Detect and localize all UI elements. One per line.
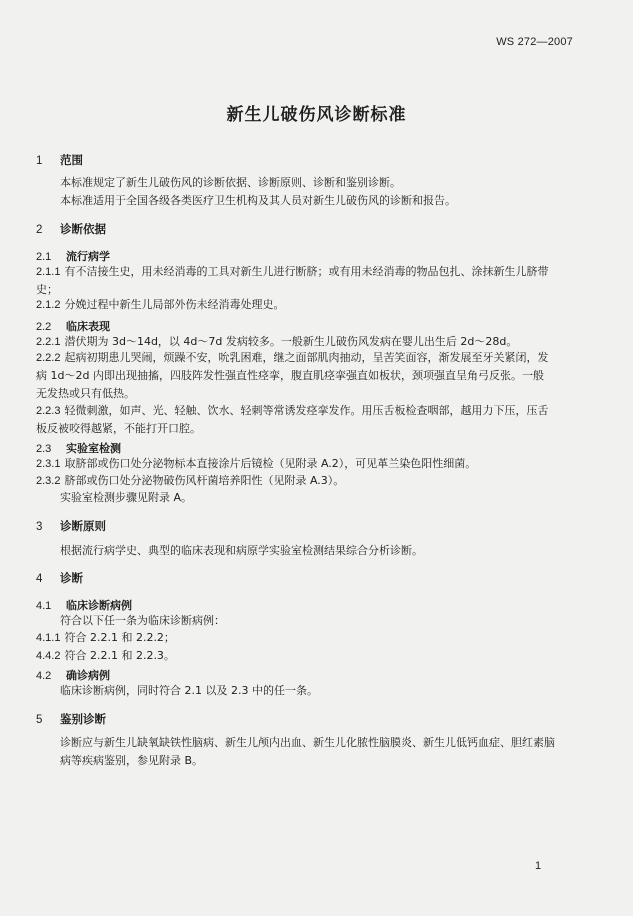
clause-number: 2.2.2 xyxy=(36,352,61,364)
section-1-paragraph-1: 本标准规定了新生儿破伤风的诊断依据、诊断原则、诊断和鉴别诊断。 xyxy=(60,176,401,189)
clause-number: 2.2.1 xyxy=(36,336,61,348)
section-number: 1 xyxy=(36,155,43,167)
clause-number: 2.2.3 xyxy=(36,405,61,417)
subsection-number: 4.1 xyxy=(36,600,52,612)
section-3-heading xyxy=(36,518,106,534)
subsection-number: 2.2 xyxy=(36,321,52,333)
clause-number: 2.1.2 xyxy=(36,299,61,311)
section-4-2-paragraph: 临床诊断病例，同时符合 2.1 以及 2.3 中的任一条。 xyxy=(60,684,318,697)
clause-2-2-2 xyxy=(36,349,551,403)
subsection-title: 确诊病例 xyxy=(66,669,110,682)
clause-text: 轻微刺激，如声、光、轻触、饮水、轻刺等常诱发痉挛发作。用压舌板检查咽部，越用力下压，压舌板反被咬得越紧，不能打开口腔。 xyxy=(36,404,549,435)
page-title: 新生儿破伤风诊断标准 xyxy=(226,105,407,125)
clause-text: 取脐部或伤口处分泌物标本直接涂片后镜检（见附录 A.2），可见革兰染色阳性细菌。 xyxy=(64,457,477,470)
subsection-title: 流行病学 xyxy=(66,250,110,263)
section-4-heading xyxy=(36,570,83,586)
subsection-4-1-heading xyxy=(36,597,132,613)
section-number: 3 xyxy=(36,521,43,533)
clause-2-2-3 xyxy=(36,402,551,438)
clause-2-1-1 xyxy=(36,263,551,299)
clause-4-1-1 xyxy=(36,629,551,647)
section-5-heading xyxy=(36,711,106,727)
clause-text: 符合 2.2.1 和 2.2.2； xyxy=(64,631,175,644)
section-1-heading xyxy=(36,152,83,168)
subsection-2-3-heading xyxy=(36,440,121,456)
section-title: 诊断 xyxy=(60,571,83,585)
page-number: 1 xyxy=(535,860,542,872)
section-title: 范围 xyxy=(60,153,83,167)
clause-number: 2.1.1 xyxy=(36,266,61,278)
subsection-4-2-heading xyxy=(36,667,110,683)
clause-text: 分娩过程中新生儿局部外伤未经消毒处理史。 xyxy=(64,298,285,311)
section-title: 鉴别诊断 xyxy=(60,712,106,726)
section-title: 诊断原则 xyxy=(60,519,106,533)
subsection-2-1-heading xyxy=(36,248,110,264)
clause-2-1-2 xyxy=(36,296,551,314)
clause-text: 潜伏期为 3d～14d，以 4d～7d 发病较多。一般新生儿破伤风发病在婴儿出生后 2d～28d。 xyxy=(64,335,518,348)
subsection-title: 临床诊断病例 xyxy=(66,599,132,612)
subsection-number: 4.2 xyxy=(36,670,52,682)
clause-4-4-2 xyxy=(36,647,551,665)
section-number: 2 xyxy=(36,224,43,236)
clause-number: 2.3.1 xyxy=(36,458,61,470)
section-2-heading xyxy=(36,221,106,237)
clause-number: 4.1.1 xyxy=(36,632,61,644)
subsection-number: 2.1 xyxy=(36,251,52,263)
clause-number: 2.3.2 xyxy=(36,475,61,487)
section-title: 诊断依据 xyxy=(60,222,106,236)
section-5-paragraph: 诊断应与新生儿缺氧缺铁性脑病、新生儿颅内出血、新生儿化脓性脑膜炎、新生儿低钙血症、胆红素脑病等疾病鉴别，参见附录 B。 xyxy=(60,736,555,767)
clause-text: 符合 2.2.1 和 2.2.3。 xyxy=(64,649,175,662)
subsection-2-2-heading xyxy=(36,318,110,334)
section-number: 5 xyxy=(36,714,43,726)
section-1-paragraph-2: 本标准适用于全国各级各类医疗卫生机构及其人员对新生儿破伤风的诊断和报告。 xyxy=(60,194,456,207)
subsection-title: 实验室检测 xyxy=(66,442,121,455)
clause-text: 有不洁接生史，用未经消毒的工具对新生儿进行断脐；或有用未经消毒的物品包扎、涂抹新生儿脐带史； xyxy=(36,265,549,296)
subsection-number: 2.3 xyxy=(36,443,52,455)
clause-text: 起病初期患儿哭闹，烦躁不安，吮乳困难，继之面部肌肉抽动，呈苦笑面容，渐发展至牙关紧闭，发病 1d～2d 内即出现抽搐，四肢阵发性强直性痉挛，腹直肌痉挛强直如板状，颈项强直呈角弓反张。一般无发热或只有低热。 xyxy=(36,351,549,400)
standard-code: WS 272—2007 xyxy=(496,36,573,48)
section-number: 4 xyxy=(36,573,43,585)
section-3-paragraph: 根据流行病学史、典型的临床表现和病原学实验室检测结果综合分析诊断。 xyxy=(60,544,423,557)
clause-2-3-1 xyxy=(36,455,551,473)
section-4-1-paragraph: 符合以下任一条为临床诊断病例： xyxy=(60,614,225,627)
lab-note-paragraph: 实验室检测步骤见附录 A。 xyxy=(60,491,193,504)
clause-2-3-2 xyxy=(36,472,551,490)
clause-text: 脐部或伤口处分泌物破伤风杆菌培养阳性（见附录 A.3）。 xyxy=(64,474,345,487)
clause-number: 4.4.2 xyxy=(36,650,61,662)
subsection-title: 临床表现 xyxy=(66,320,110,333)
